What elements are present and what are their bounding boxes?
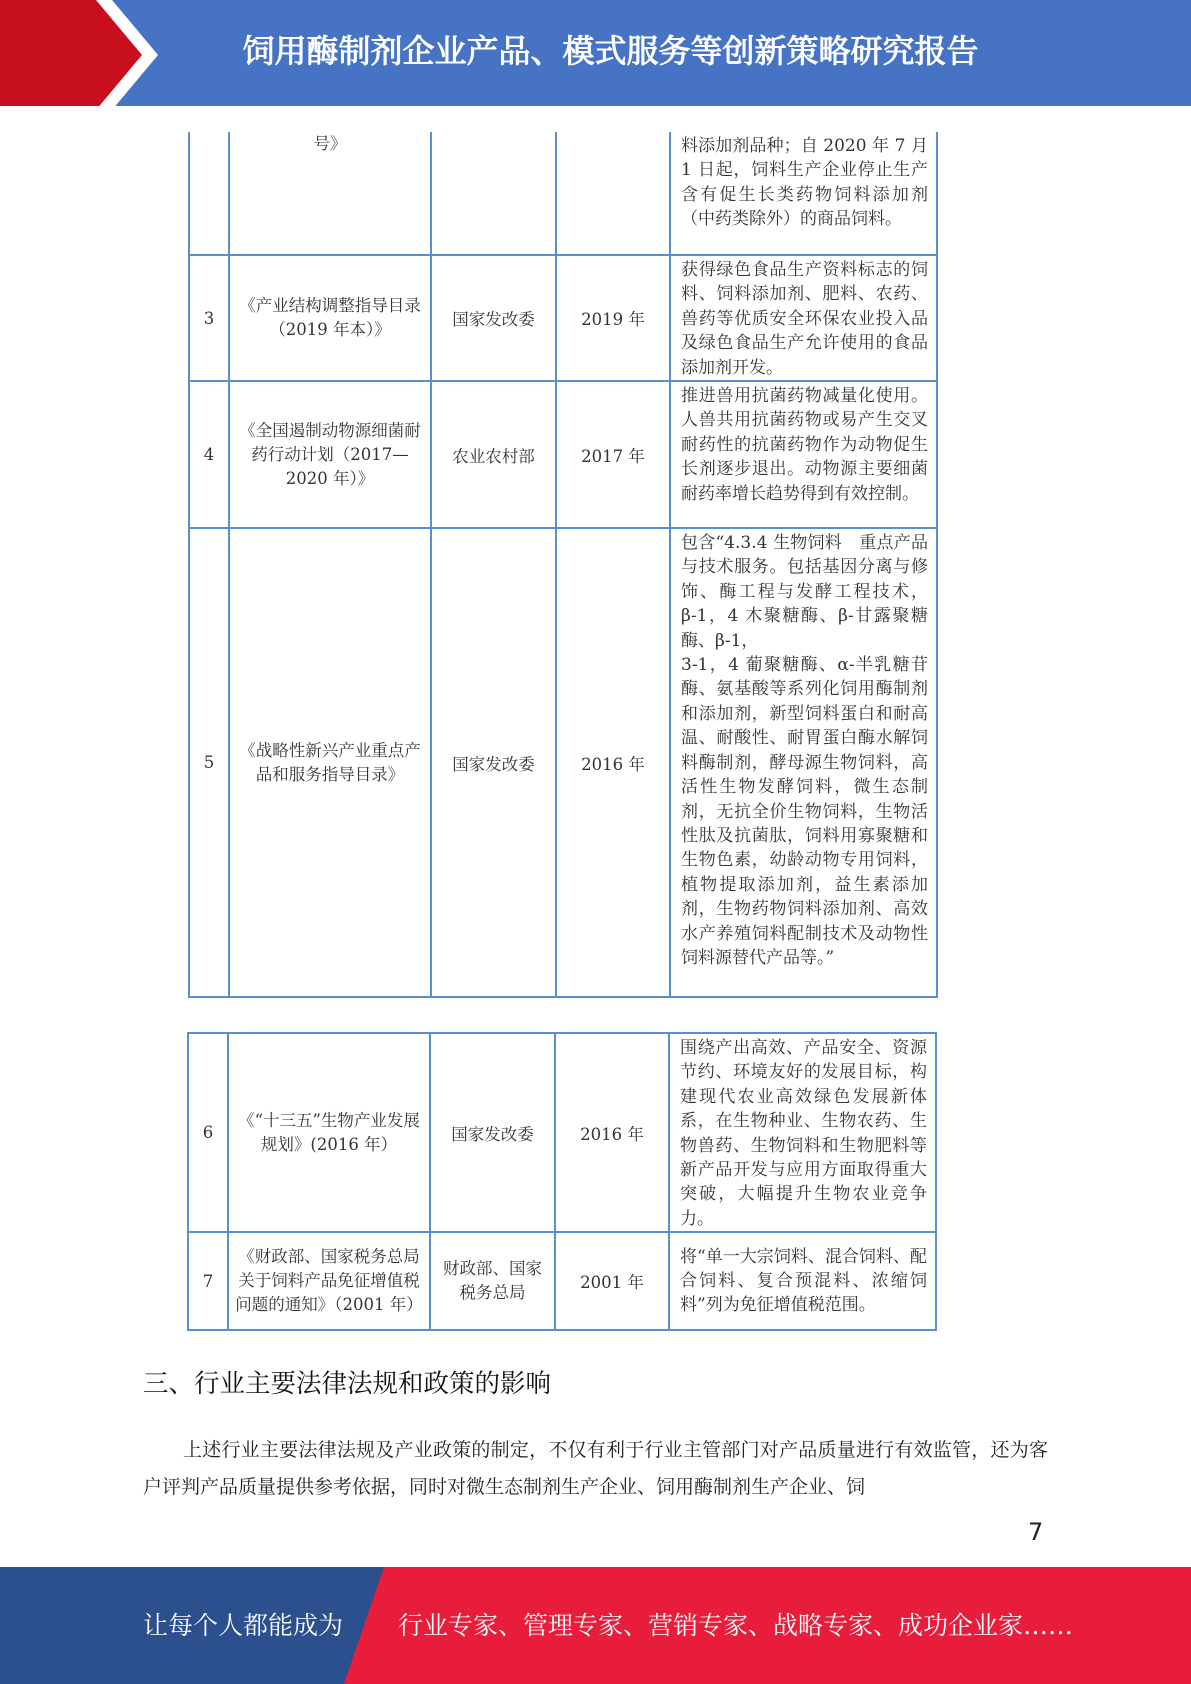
table-row: [188, 1232, 936, 1330]
issuing-department: 农业农村部: [431, 381, 556, 528]
policy-table: [187, 1032, 937, 1331]
policy-description: 推进兽用抗菌药物减量化使用。人兽共用抗菌药物或易产生交叉耐药性的抗菌药物作为动物促生长剂逐步退出。动物源主要细菌耐药率增长趋势得到有效控制。: [670, 381, 937, 528]
policy-name: 《“十三五”生物产业发展规划》(2016 年）: [228, 1033, 430, 1232]
policy-name: 号》: [229, 132, 431, 255]
row-number: [189, 132, 229, 255]
policy-name: 《财政部、国家税务总局关于饲料产品免征增值税问题的通知》（2001 年）: [228, 1232, 430, 1330]
row-number: 5: [189, 528, 229, 997]
description-line: 包含“4.3.4 生物饲料 重点产品与技术服务。包括基因分离与修饰、酶工程与发酵工程技术，β-1，4 木聚糖酶、β-甘露聚糖酶、β-1，: [681, 533, 928, 651]
report-title: 饲用酶制剂企业产品、模式服务等创新策略研究报告: [242, 32, 979, 70]
policy-description: 料添加剂品种；自 2020 年 7 月 1 日起，饲料生产企业停止生产含有促生长类药物饲料添加剂（中药类除外）的商品饲料。: [670, 132, 937, 255]
page-header: [0, 0, 1191, 110]
issuing-department: 国家发改委: [431, 528, 556, 997]
policy-description: 获得绿色食品生产资料标志的饲料、饲料添加剂、肥料、农药、兽药等优质安全环保农业投入品及绿色食品生产允许使用的食品添加剂开发。: [670, 255, 937, 381]
table-row: [189, 132, 937, 255]
table-row: [189, 381, 937, 528]
issue-year: 2017 年: [556, 381, 670, 528]
page-number: 7: [1028, 1518, 1044, 1546]
page-footer: [0, 1567, 1191, 1684]
footer-slogan-left: 让每个人都能成为: [143, 1611, 344, 1640]
issue-year: 2016 年: [556, 528, 670, 997]
table-row: [189, 255, 937, 381]
row-number: 4: [189, 381, 229, 528]
issue-year: 2019 年: [556, 255, 670, 381]
issuing-department: [431, 132, 556, 255]
section-heading: 三、行业主要法律法规和政策的影响: [143, 1369, 552, 1399]
policy-table-continued: [188, 132, 938, 998]
issue-year: [556, 132, 670, 255]
policy-name: 《战略性新兴产业重点产品和服务指导目录》: [229, 528, 431, 997]
issuing-department: 国家发改委: [431, 255, 556, 381]
table-row: [188, 1033, 936, 1232]
table-row: [189, 528, 937, 997]
body-paragraph: 上述行业主要法律法规及产业政策的制定，不仅有利于行业主管部门对产品质量进行有效监管，还为客户评判产品质量提供参考依据，同时对微生态制剂生产企业、饲用酶制剂生产企业、饲: [143, 1439, 1048, 1498]
policy-name: 《全国遏制动物源细菌耐药行动计划（2017—2020 年）》: [229, 381, 431, 528]
policy-description: [670, 528, 937, 997]
footer-slogan-right: 行业专家、管理专家、营销专家、战略专家、成功企业家……: [398, 1611, 1074, 1640]
issue-year: 2001 年: [555, 1232, 669, 1330]
issuing-department: 国家发改委: [430, 1033, 555, 1232]
policy-description: 将“单一大宗饲料、混合饲料、配合饲料、复合预混料、浓缩饲料”列为免征增值税范围。: [669, 1232, 936, 1330]
row-number: 6: [188, 1033, 228, 1232]
row-number: 3: [189, 255, 229, 381]
row-number: 7: [188, 1232, 228, 1330]
policy-description: 围绕产出高效、产品安全、资源节约、环境友好的发展目标，构建现代农业高效绿色发展新体系，在生物种业、生物农药、生物兽药、生物饲料和生物肥料等新产品开发与应用方面取得重大突破，大幅提升生物农业竞争力。: [669, 1033, 936, 1232]
issuing-department: 财政部、国家税务总局: [430, 1232, 555, 1330]
description-line: 3-1，4 葡聚糖酶、α-半乳糖苷酶、氨基酸等系列化饲用酶制剂和添加剂，新型饲料蛋白和耐高温、耐酸性、耐胃蛋白酶水解饲料酶制剂，酵母源生物饲料，高活性生物发酵饲料，微生态制剂，无抗全价生物饲料，生物活性肽及抗菌肽，饲料用寡聚糖和生物色素，幼龄动物专用饲料，植物提取添加剂，益生素添加剂，生物药物饲料添加剂、高效水产养殖饲料配制技术及动物性饲料源替代产品等。”: [681, 655, 928, 968]
policy-name: 《产业结构调整指导目录（2019 年本）》: [229, 255, 431, 381]
issue-year: 2016 年: [555, 1033, 669, 1232]
